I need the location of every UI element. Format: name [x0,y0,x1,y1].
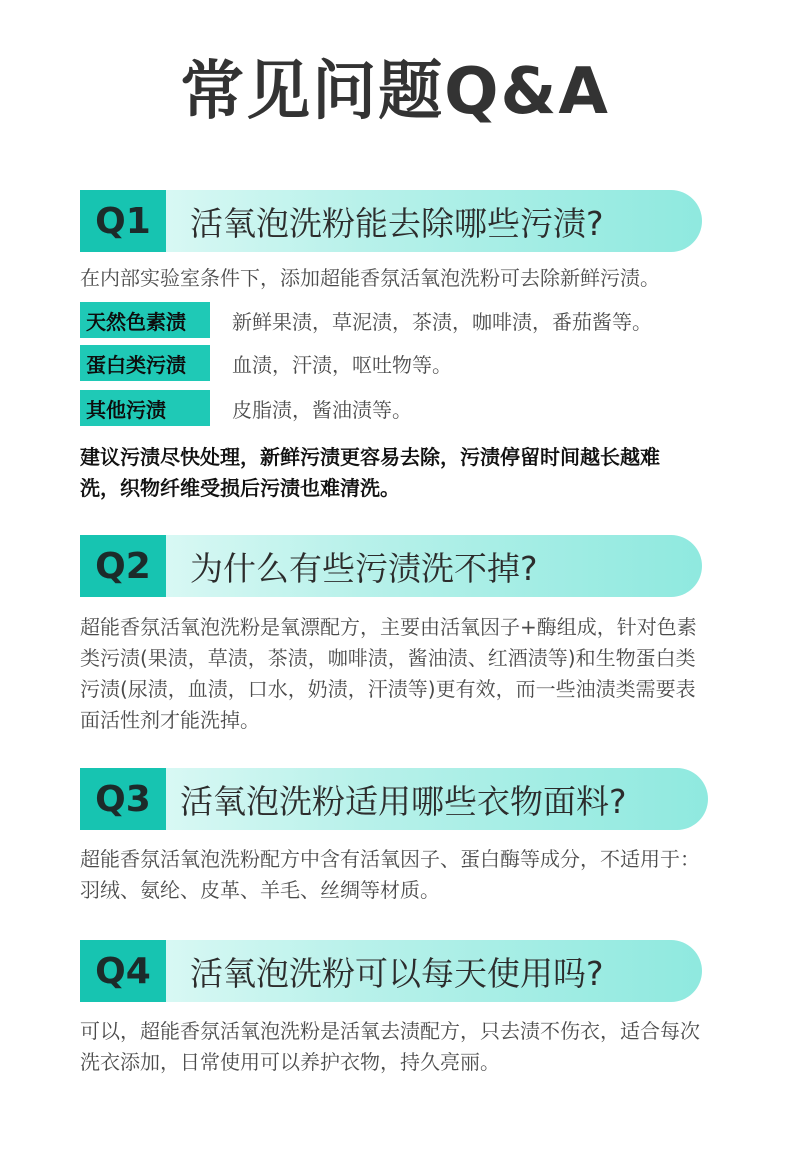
stain-desc-protein: 血渍，汗渍，呕吐物等。 [232,352,452,377]
q1-intro: 在内部实验室条件下，添加超能香氛活氧泡洗粉可去除新鲜污渍。 [80,266,660,290]
question-bar-q2 [80,535,702,597]
question-text-q4: 活氧泡洗粉可以每天使用吗? [190,953,604,993]
stain-row-protein [80,345,780,381]
question-text-q3: 活氧泡洗粉适用哪些衣物面料? [180,781,627,821]
question-bar-q1 [80,190,702,252]
question-bar-q4 [80,940,702,1002]
q2-answer: 超能香氛活氧泡洗粉是氧漂配方，主要由活氧因子+酶组成，针对色素类污渍(果渍，草渍，茶渍，咖啡渍，酱油渍、红酒渍等)和生物蛋白类污渍(尿渍，血渍，口水，奶渍，汗渍等)更有效，而一些油渍类需要表面活性剂才能洗掉。 [80,615,697,732]
stain-tag-natural-pigment: 天然色素渍 [80,302,210,338]
stain-row-other [80,390,780,426]
q1-advice: 建议污渍尽快处理，新鲜污渍更容易去除，污渍停留时间越长越难洗，织物纤维受损后污渍也难清洗。 [80,445,660,500]
question-badge-q1: Q1 [80,190,166,252]
stain-desc-other: 皮脂渍，酱油渍等。 [232,397,412,422]
question-badge-q4: Q4 [80,940,166,1002]
stain-tag-other: 其他污渍 [80,390,210,426]
question-badge-q3: Q3 [80,768,166,830]
page-title: 常见问题Q&A [180,55,610,129]
stain-desc-natural-pigment: 新鲜果渍，草泥渍，茶渍，咖啡渍，番茄酱等。 [232,309,652,334]
stain-row-natural-pigment [80,302,780,338]
question-bar-q3 [80,768,708,830]
q3-answer: 超能香氛活氧泡洗粉配方中含有活氧因子、蛋白酶等成分，不适用于：羽绒、氨纶、皮革、羊毛、丝绸等材质。 [80,847,700,902]
question-text-q1: 活氧泡洗粉能去除哪些污渍? [190,203,604,243]
stain-tag-protein: 蛋白类污渍 [80,345,210,381]
question-text-q2: 为什么有些污渍洗不掉? [190,548,538,588]
question-badge-q2: Q2 [80,535,166,597]
q4-answer: 可以，超能香氛活氧泡洗粉是活氧去渍配方，只去渍不伤衣，适合每次洗衣添加，日常使用可以养护衣物，持久亮丽。 [80,1019,700,1074]
